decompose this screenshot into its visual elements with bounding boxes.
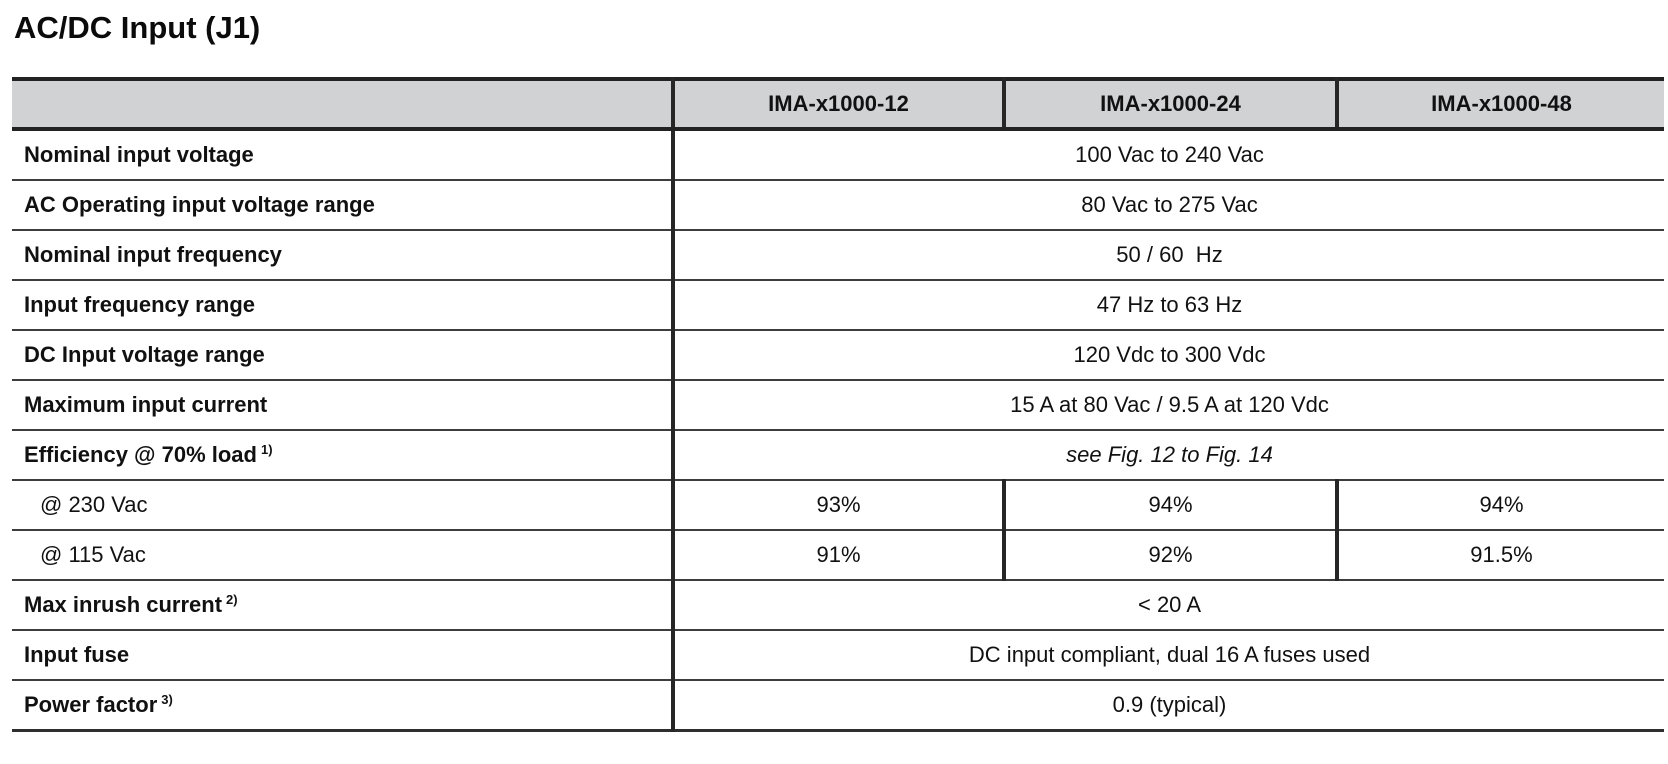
table-row [12,280,1664,330]
table-row [12,630,1664,680]
row-label-text: Input frequency range [24,292,256,317]
table-row [12,129,1664,180]
row-label-text: @ 115 Vac [40,542,146,567]
table-row [12,180,1664,230]
table-header-row [12,79,1664,129]
row-label [12,180,673,230]
row-label [12,580,673,630]
footnote-ref: 3) [161,691,173,707]
row-label-text: Nominal input frequency [24,242,282,267]
row-label [12,630,673,680]
cell-value: 91% [673,530,1004,580]
row-label [12,330,673,380]
table-row [12,330,1664,380]
cell-value: 94% [1004,480,1337,530]
row-value: < 20 A [673,580,1664,630]
row-value: 15 A at 80 Vac / 9.5 A at 120 Vdc [673,380,1664,430]
row-value: 0.9 (typical) [673,680,1664,731]
table-row [12,430,1664,480]
row-label-text: DC Input voltage range [24,342,265,367]
ac-dc-input-spec-table [12,77,1664,732]
row-label [12,230,673,280]
row-label [12,380,673,430]
cell-value: 92% [1004,530,1337,580]
row-value: 50 / 60 Hz [673,230,1664,280]
column-header-ima-x1000-48: IMA-x1000-48 [1337,79,1664,129]
row-label-text: Maximum input current [24,392,268,417]
table-row [12,480,1664,530]
row-label-text: Power factor [24,692,158,717]
footnote-ref: 2) [226,591,238,607]
table-row [12,230,1664,280]
row-value: see Fig. 12 to Fig. 14 [673,430,1664,480]
row-value: 100 Vac to 240 Vac [673,129,1664,180]
column-header-ima-x1000-12: IMA-x1000-12 [673,79,1004,129]
footnote-ref: 1) [260,441,273,457]
row-value: 80 Vac to 275 Vac [673,180,1664,230]
table-row [12,680,1664,731]
cell-value: 94% [1337,480,1664,530]
table-row [12,380,1664,430]
cell-value: 91.5% [1337,530,1664,580]
header-empty-cell [12,79,673,129]
row-label-sub [12,480,673,530]
page-title: AC/DC Input (J1) [14,10,261,45]
table-row [12,530,1664,580]
row-label-text: Efficiency @ 70% load [24,442,257,467]
row-value: 47 Hz to 63 Hz [673,280,1664,330]
row-label-text: Input fuse [24,642,130,667]
row-label [12,430,673,480]
table-row [12,580,1664,630]
row-value: DC input compliant, dual 16 A fuses used [673,630,1664,680]
row-label [12,129,673,180]
column-header-ima-x1000-24: IMA-x1000-24 [1004,79,1337,129]
row-value: 120 Vdc to 300 Vdc [673,330,1664,380]
cell-value: 93% [673,480,1004,530]
row-label [12,280,673,330]
row-label-text: Max inrush current [24,592,223,617]
row-label-text: AC Operating input voltage range [24,192,375,217]
row-label-text: Nominal input voltage [24,142,254,167]
row-label [12,680,673,731]
row-label-sub [12,530,673,580]
row-label-text: @ 230 Vac [40,492,148,517]
